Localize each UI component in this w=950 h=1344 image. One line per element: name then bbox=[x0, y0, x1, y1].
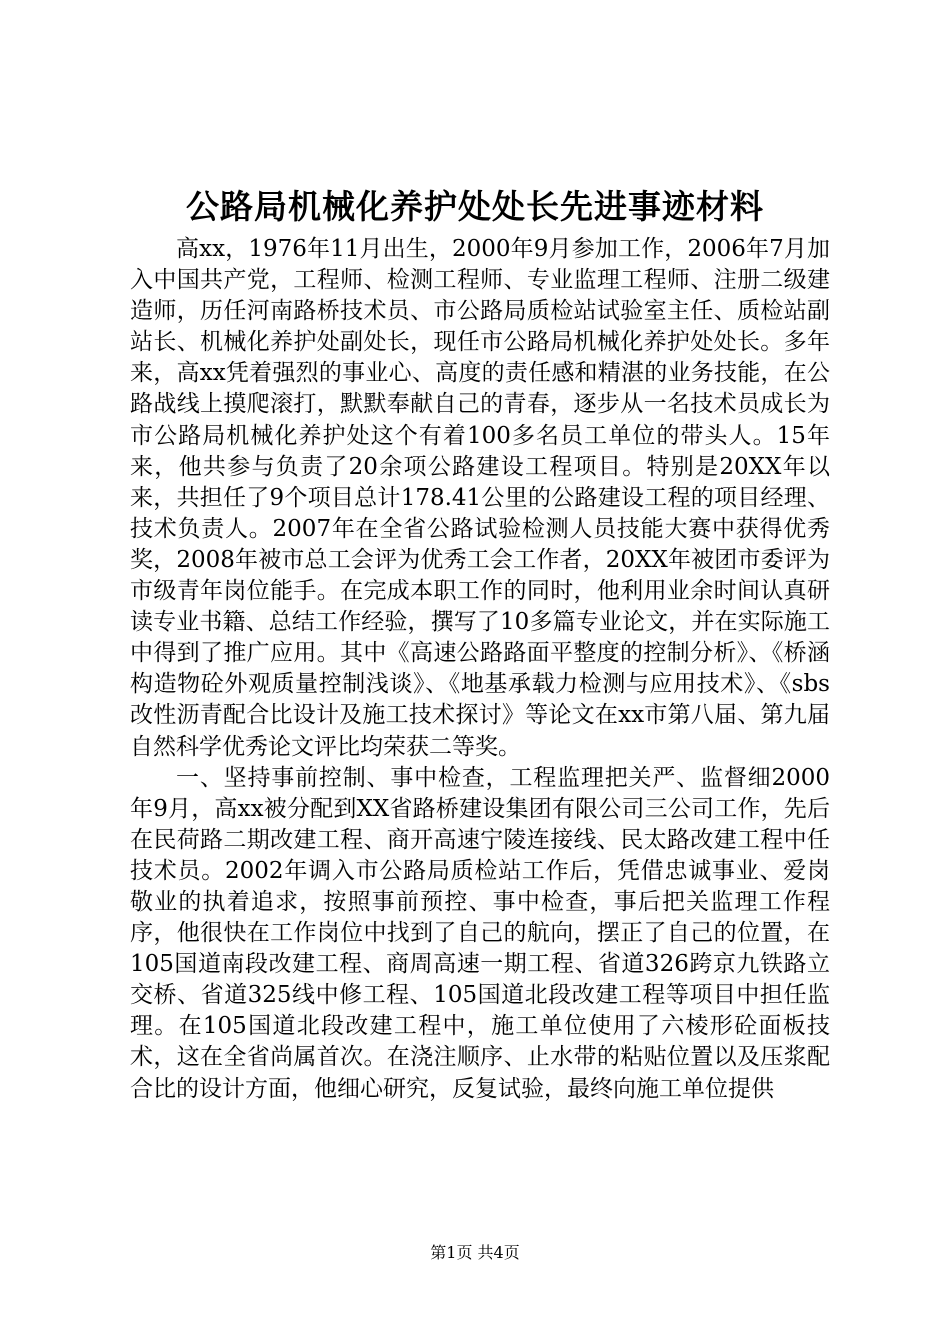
document-body bbox=[130, 234, 830, 1105]
page-footer: 第1页 共4页 bbox=[430, 1243, 520, 1262]
document-title: 公路局机械化养护处处长先进事迹材料 bbox=[186, 187, 764, 226]
paragraph-intro: 高xx，1976年11月出生，2000年9月参加工作，2006年7月加入中国共产党，工程师、检测工程师、专业监理工程师、注册二级建造师，历任河南路桥技术员、市公路局质检站试验室主任、质检站副站长、机械化养护处副处长，现任市公路局机械化养护处处长。多年来，高xx凭着强烈的事业心、高度的责任感和精湛的业务技能，在公路战线上摸爬滚打，默默奉献自己的青春，逐步从一名技术员成长为市公路局机械化养护处这个有着100多名员工单位的带头人。15年来，他共参与负责了20余项公路建设工程项目。特别是20XX年以来，共担任了9个项目总计178.41公里的公路建设工程的项目经理、技术负责人。2007年在全省公路试验检测人员技能大赛中获得优秀奖，2008年被市总工会评为优秀工会工作者，20XX年被团市委评为市级青年岗位能手。在完成本职工作的同时，他利用业余时间认真研读专业书籍、总结工作经验，撰写了10多篇专业论文，并在实际施工中得到了推广应用。其中《高速公路路面平整度的控制分析》、《桥涵构造物砼外观质量控制浅谈》、《地基承载力检测与应用技术》、《sbs改性沥青配合比设计及施工技术探讨》等论文在xx市第八届、第九届自然科学优秀论文评比均荣获二等奖。 bbox=[130, 236, 830, 760]
paragraph-section-one: 一、坚持事前控制、事中检查，工程监理把关严、监督细2000年9月，高xx被分配到XX省路桥建设集团有限公司三公司工作，先后在民荷路二期改建工程、商开高速宁陵连接线、民太路改建工程中任技术员。2002年调入市公路局质检站工作后，凭借忠诚事业、爱岗敬业的执着追求，按照事前预控、事中检查，事后把关监理工作程序，他很快在工作岗位中找到了自己的航向，摆正了自己的位置，在105国道南段改建工程、商周高速一期工程、省道326跨京九铁路立交桥、省道325线中修工程、105国道北段改建工程等项目中担任监理。在105国道北段改建工程中，施工单位使用了六棱形砼面板技术，这在全省尚属首次。在浇注顺序、止水带的粘贴位置以及压浆配合比的设计方面，他细心研究，反复试验，最终向施工单位提供 bbox=[130, 764, 830, 1102]
